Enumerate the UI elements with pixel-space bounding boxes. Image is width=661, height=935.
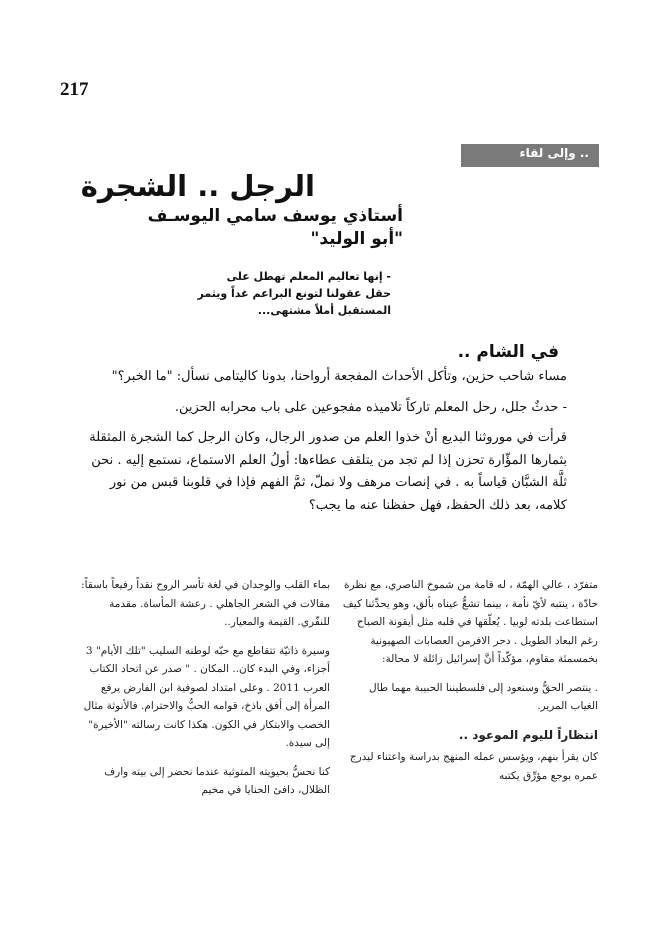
- right-column: [340, 576, 598, 795]
- body-paragraph: - حدثٌ جلل، رحل المعلم تاركاً تلاميذه مفجوعين على باب محرابه الحزين.: [174, 399, 567, 415]
- pull-quote-line: حقل عقولنا لتونع البراعم غداً ويثمر: [197, 287, 391, 300]
- column-paragraph: بماء القلب والوجدان في لغة تأسر الروح نقداً رفيعاً باسقاً: مقالات في الشعر الجاهلي . رعشة المأساة. مقدمة للنفّري. القيمة والمعيار..: [81, 579, 330, 628]
- column-paragraph: كنا نحسُّ بحيويته المتوثبة عندما نحضر إلى بيته وارف الظلال، دافئ الحنايا في مخيم: [104, 765, 330, 796]
- body-paragraph: قرأت في موروثنا البديع أنْ خذوا العلم من صدور الرجال، وكان الرجل كما الشجرة المثقلة بثمارها المؤّارة تحزن إذا لم تجد من يتلقف عطاءها: أولُ العلم الاستماع، نستمع إليه . نحن ثلَّة الشبَّان قياساً به . في إنصات مرهف ولا نملّ، ثمَّ الفهم فإذا في قلوبنا قبس من نور كلامه، بعد ذلك الحفظ، فهل حفظنا عنه ما يجب؟: [89, 430, 567, 513]
- column-subheading: انتظاراً لليوم الموعود ..: [458, 727, 598, 742]
- article-title: الرجل .. الشجرة: [80, 169, 315, 203]
- column-paragraph: وسيرة ذاتيّة تتقاطع مع حبّه لوطنه السليب "تلك الأيام" 3 أجزاء، وفي البدء كان.. المكان . " صدر عن اتحاد الكتاب العرب 2011 . وعلى امتداد لصوفية ابن الفارض يرفع المرأة إلى أفق باذخ، قوامه الحبُّ والاحترام. فالأنوثة مثال الخصب والابتكار في الكون. هكذا كانت رسالته "الأخيرة" إلى سيدة.: [83, 644, 330, 749]
- pull-quote: [197, 268, 391, 319]
- section-heading: في الشام ..: [457, 342, 559, 362]
- main-body: [80, 366, 567, 525]
- pull-quote-line: المستقبل أملاً مشتهى...: [257, 304, 391, 317]
- column-paragraph: . ينتصر الحقُّ وسنعود إلى فلسطيننا الحبيبة مهما طال الغياب المرير.: [368, 681, 598, 712]
- pull-quote-line: - إنها تعاليم المعلم تهطل على: [226, 270, 391, 283]
- page-number: 217: [60, 79, 89, 100]
- section-tab: .. وإلى لقاء: [461, 144, 599, 167]
- column-paragraph: متفرّد ، عالي الهمّة ، له قامة من شموخ الناصري، مع نظرة حادّة ، ينتبه لأيّ نأمة ، بينما تشعُّ عيناه بألق، وهو يحدِّثنا كيف استطاعت بلدته لوبيا . يُعلّقها في قلبه مثل أيقونة الصباح رغم البعاد الطويل . دحر الافرمن العصابات الصهيونية بخمسمئة مقاوم، مؤكّداً أنَّ إسرائيل زائلة لا محالة:: [342, 579, 598, 665]
- column-paragraph: كان يقرأ بنهم، ويؤسس عمله المنهج بدراسة واعتناء ليدرج عمره بوجع مؤرِّق يكتبه: [349, 751, 598, 782]
- left-column: [78, 576, 330, 810]
- article-subtitle-nickname: "أبو الوليد": [310, 229, 403, 249]
- article-subtitle: أستاذي يوسف سامي اليوسـف: [147, 206, 403, 226]
- body-paragraph: مساء شاحب حزين، وتأكل الأحداث المفجعة أرواحنا، بدونا كاليتامى نسأل: "ما الخبر؟": [111, 369, 567, 384]
